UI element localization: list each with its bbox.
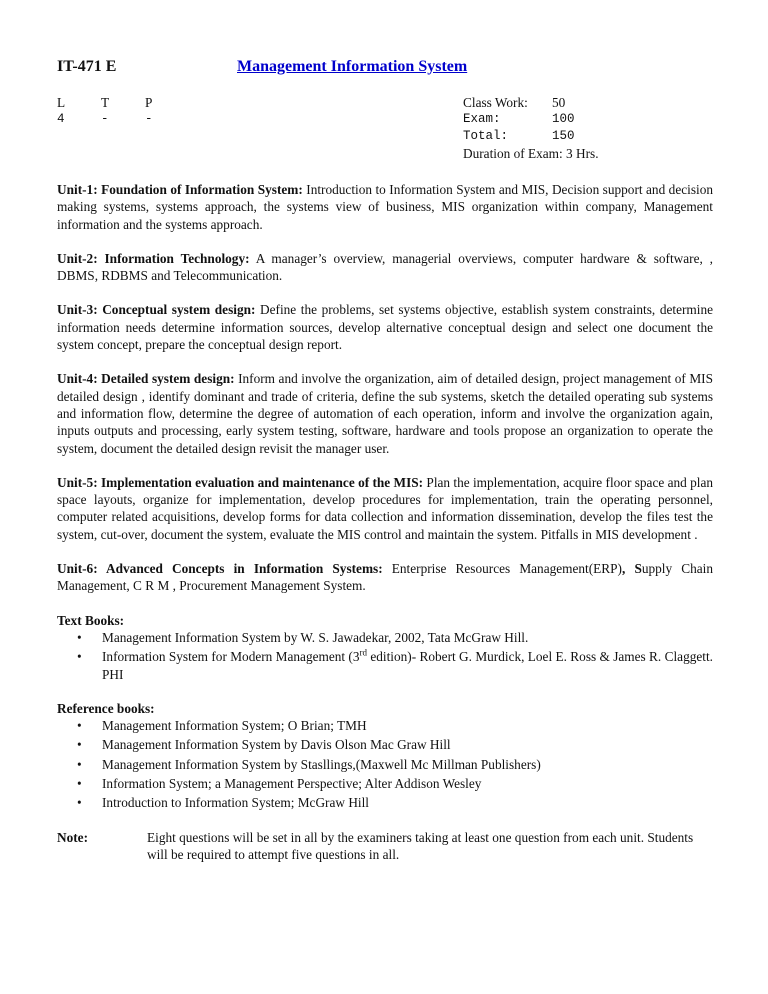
reference-book-item <box>57 736 713 753</box>
unit-6-heading: Unit-6: Advanced Concepts in Information Systems: <box>57 561 383 577</box>
ltp-values-row <box>57 111 189 128</box>
unit-4-text: Inform and involve the organization, aim of detailed design, project management of MIS detailed design , identify dominant and trade of criteria, define the sub systems, sketch the detailed operating sub systems and information flow, determine the degree of automation of each operation, inform and involve the organization again, inputs outputs and processing, early system testing, software, hardware and tools propose an organization to operate the system, document the detailed design revisit the manager user. <box>57 371 713 456</box>
unit-6-bold-mid: , S <box>621 561 642 577</box>
reference-books-heading: Reference books: <box>57 700 155 716</box>
class-work-value: 50 <box>552 95 566 110</box>
unit-5-heading: Unit-5: Implementation evaluation and maintenance of the MIS: <box>57 474 424 490</box>
class-work-label: Class Work: <box>463 95 528 110</box>
ltp-table <box>57 94 189 128</box>
unit-6-text-before: Enterprise Resources Management(ERP) <box>382 561 622 577</box>
marks-row-class-work <box>463 94 599 111</box>
total-label: Total: <box>463 129 509 143</box>
reference-books-list <box>57 717 713 811</box>
unit-4-heading: Unit-4: Detailed system design: <box>57 371 235 387</box>
reference-book-3: Management Information System by Stasllings,(Maxwell Mc Millman Publishers) <box>102 756 541 772</box>
text-books-list <box>57 629 713 683</box>
unit-5 <box>57 474 713 543</box>
text-book-2-superscript: rd <box>359 647 368 658</box>
unit-2-text: A manager’s overview, managerial overviews, computer hardware & software, , DBMS, RDBMS and Telecommunication. <box>57 250 713 284</box>
note <box>57 829 713 864</box>
note-label: Note: <box>57 829 89 845</box>
ltp-label-lecture: L <box>57 95 66 110</box>
text-book-item <box>57 629 713 646</box>
bullet-icon: • <box>77 718 82 734</box>
text-book-2-part-b: edition)- Robert G. Murdick, Loel E. Ross & James R. Claggett. PHI <box>102 649 713 682</box>
ltp-value-practical: - <box>145 112 153 126</box>
reference-book-item <box>57 794 713 811</box>
bullet-icon: • <box>77 629 82 645</box>
unit-3 <box>57 301 713 353</box>
bullet-icon: • <box>77 649 82 665</box>
unit-3-heading: Unit-3: Conceptual system design: <box>57 302 256 318</box>
course-details <box>57 81 713 161</box>
reference-book-item <box>57 717 713 734</box>
exam-label: Exam: <box>463 112 501 126</box>
exam-value: 100 <box>552 112 575 126</box>
text-book-2-part-a: Information System for Modern Management (3 <box>102 649 360 665</box>
marks-row-duration <box>463 145 599 162</box>
bullet-icon: • <box>77 776 82 792</box>
course-header <box>57 57 713 81</box>
ltp-value-lecture: 4 <box>57 112 65 126</box>
total-value: 150 <box>552 129 575 143</box>
reference-book-item <box>57 775 713 792</box>
syllabus-page <box>57 57 714 862</box>
reference-book-1: Management Information System; O Brian; TMH <box>102 718 367 734</box>
syllabus-content <box>57 181 713 863</box>
unit-1-heading: Unit-1: Foundation of Information System: <box>57 182 303 197</box>
marks-row-total <box>463 128 599 145</box>
ltp-value-tutorial: - <box>101 112 109 126</box>
unit-2-heading: Unit-2: Information Technology: <box>57 250 250 266</box>
note-text: Eight questions will be set in all by the examiners taking at least one question from each unit. Students will be required to attempt five questions in all. <box>147 829 694 862</box>
unit-6-text-after: upply Chain Management, C R M , Procurement Management System. <box>57 561 714 594</box>
exam-duration: Duration of Exam: 3 Hrs. <box>463 146 599 161</box>
text-books-heading: Text Books: <box>57 612 125 628</box>
marks-table <box>463 94 599 162</box>
bullet-icon: • <box>77 795 82 811</box>
ltp-label-tutorial: T <box>101 95 110 110</box>
course-title: Management Information System <box>237 58 468 75</box>
bullet-icon: • <box>77 756 82 772</box>
reference-book-item <box>57 756 713 773</box>
text-book-item <box>57 648 713 683</box>
reference-book-2: Management Information System by Davis Olson Mac Graw Hill <box>102 737 451 753</box>
unit-6 <box>57 560 713 595</box>
unit-1-text: Introduction to Information System and MIS, Decision support and decision making systems, systems approach, the systems view of business, MIS organization within company, Management information and the systems approach. <box>57 182 713 232</box>
unit-2 <box>57 250 713 285</box>
unit-1 <box>57 181 713 233</box>
unit-3-text: Define the problems, set systems objective, establish system constraints, determine information needs determine information sources, develop alternative conceptual design and select one document the system concept, prepare the conceptual design report. <box>57 302 713 353</box>
unit-4 <box>57 370 713 456</box>
ltp-labels-row <box>57 94 189 111</box>
marks-row-exam <box>463 111 599 128</box>
ltp-label-practical: P <box>145 95 153 110</box>
unit-5-text: Plan the implementation, acquire floor space and plan space layouts, organize for implementation, develop procedures for implementation, train the operating personnel, computer related acquisitions, develop forms for data collection and information dissemination, develop the files test the system, cut-over, document the system, evaluate the MIS control and maintain the system. Pitfalls in MIS development . <box>57 474 714 542</box>
text-book-1: Management Information System by W. S. Jawadekar, 2002, Tata McGraw Hill. <box>102 629 529 645</box>
bullet-icon: • <box>77 737 82 753</box>
reference-book-4: Information System; a Management Perspective; Alter Addison Wesley <box>102 776 482 792</box>
reference-book-5: Introduction to Information System; McGraw Hill <box>102 795 370 811</box>
course-code: IT-471 E <box>57 58 117 75</box>
